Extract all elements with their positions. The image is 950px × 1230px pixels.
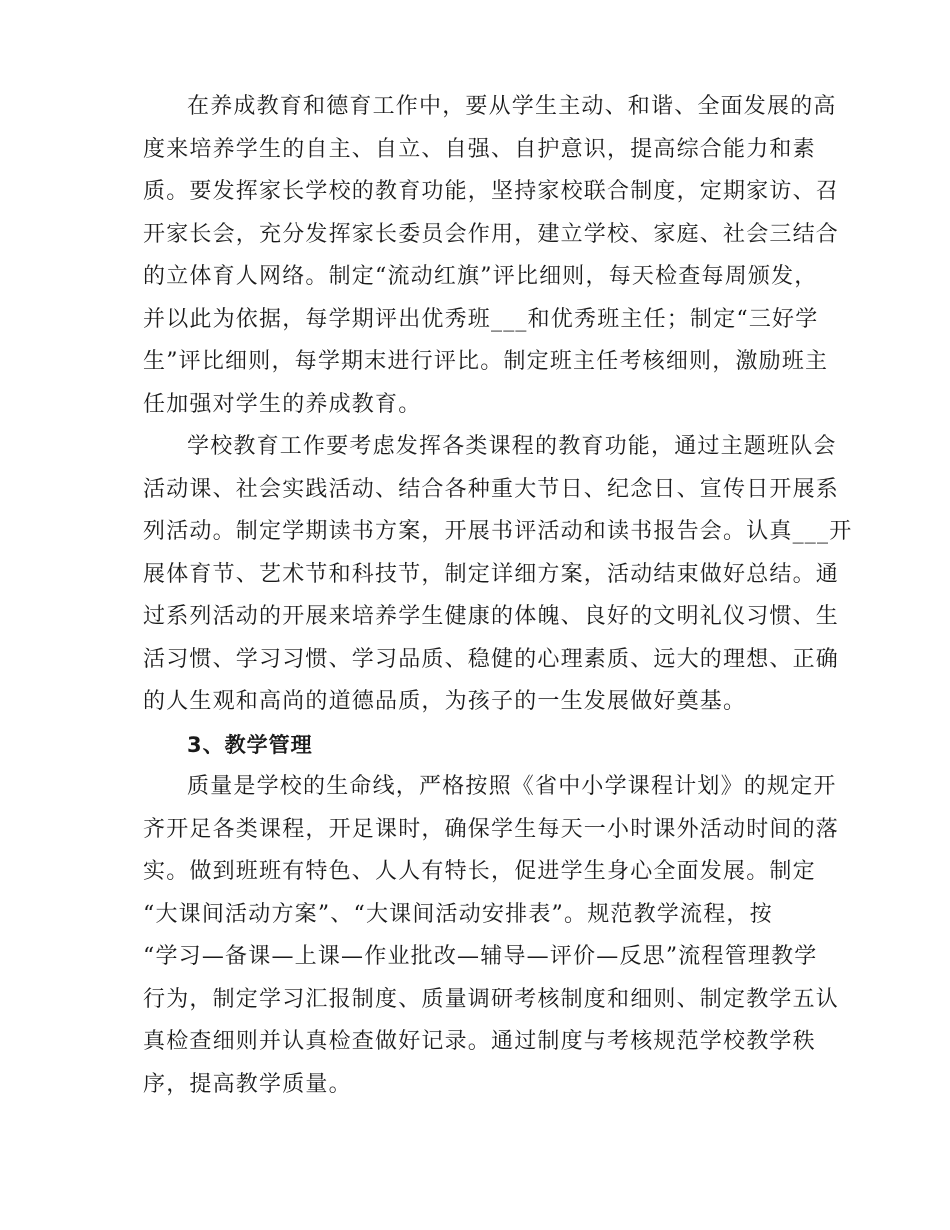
paragraph-1-line-7: 生”评比细则，每学期末进行评比。制定班主任考核细则，激励班主	[143, 349, 829, 374]
paragraph-1-line-2: 度来培养学生的自主、自立、自强、自护意识，提高综合能力和素	[143, 137, 816, 162]
paragraph-3-line-3: 实。做到班班有特色、人人有特长，促进学生身心全面发展。制定	[143, 859, 816, 884]
paragraph-2-line-3: 列活动。制定学期读书方案，开展书评活动和读书报告会。认真___开	[143, 519, 853, 544]
paragraph-3-line-7: 真检查细则并认真检查做好记录。通过制度与考核规范学校教学秩	[143, 1029, 816, 1054]
paragraph-2-line-4: 展体育节、艺术节和科技节，制定详细方案，活动结束做好总结。通	[143, 562, 840, 587]
paragraph-2-line-5: 过系列活动的开展来培养学生健康的体魄、良好的文明礼仪习惯、生	[143, 604, 840, 629]
paragraph-3-line-8: 序，提高教学质量。	[143, 1072, 352, 1097]
paragraph-2-line-6: 活习惯、学习习惯、学习品质、稳健的心理素质、远大的理想、正确	[143, 647, 840, 672]
paragraph-2-line-1: 学校教育工作要考虑发挥各类课程的教育功能，通过主题班队会	[187, 434, 837, 459]
paragraph-1-line-8: 任加强对学生的养成教育。	[143, 392, 422, 417]
section-heading: 3、教学管理	[187, 733, 313, 757]
paragraph-1-line-5: 的立体育人网络。制定“流动红旗”评比细则，每天检查每周颁发，	[143, 264, 818, 289]
paragraph-1-line-1: 在养成教育和德育工作中，要从学生主动、和谐、全面发展的高	[187, 94, 837, 119]
paragraph-3-line-1: 质量是学校的生命线，严格按照《省中小学课程计划》的规定开	[187, 774, 837, 799]
paragraph-1-line-3: 质。要发挥家长学校的教育功能，坚持家校联合制度，定期家访、召	[143, 179, 840, 204]
paragraph-2-line-2: 活动课、社会实践活动、结合各种重大节日、纪念日、宣传日开展系	[143, 477, 840, 502]
paragraph-1-line-6: 并以此为依据，每学期评出优秀班___和优秀班主任；制定“三好学	[143, 307, 819, 332]
paragraph-3-line-4: “大课间活动方案”、“大课间活动安排表”。规范教学流程，按	[143, 902, 773, 927]
paragraph-1-line-4: 开家长会，充分发挥家长委员会作用，建立学校、家庭、社会三结合	[143, 222, 840, 247]
paragraph-3-line-5: “学习—备课—上课—作业批改—辅导—评价—反思”流程管理教学	[143, 944, 818, 969]
paragraph-3-line-2: 齐开足各类课程，开足课时，确保学生每天一小时课外活动时间的落	[143, 817, 840, 842]
paragraph-3-line-6: 行为，制定学习汇报制度、质量调研考核制度和细则、制定教学五认	[143, 987, 840, 1012]
paragraph-2-line-7: 的人生观和高尚的道德品质，为孩子的一生发展做好奠基。	[143, 689, 747, 714]
